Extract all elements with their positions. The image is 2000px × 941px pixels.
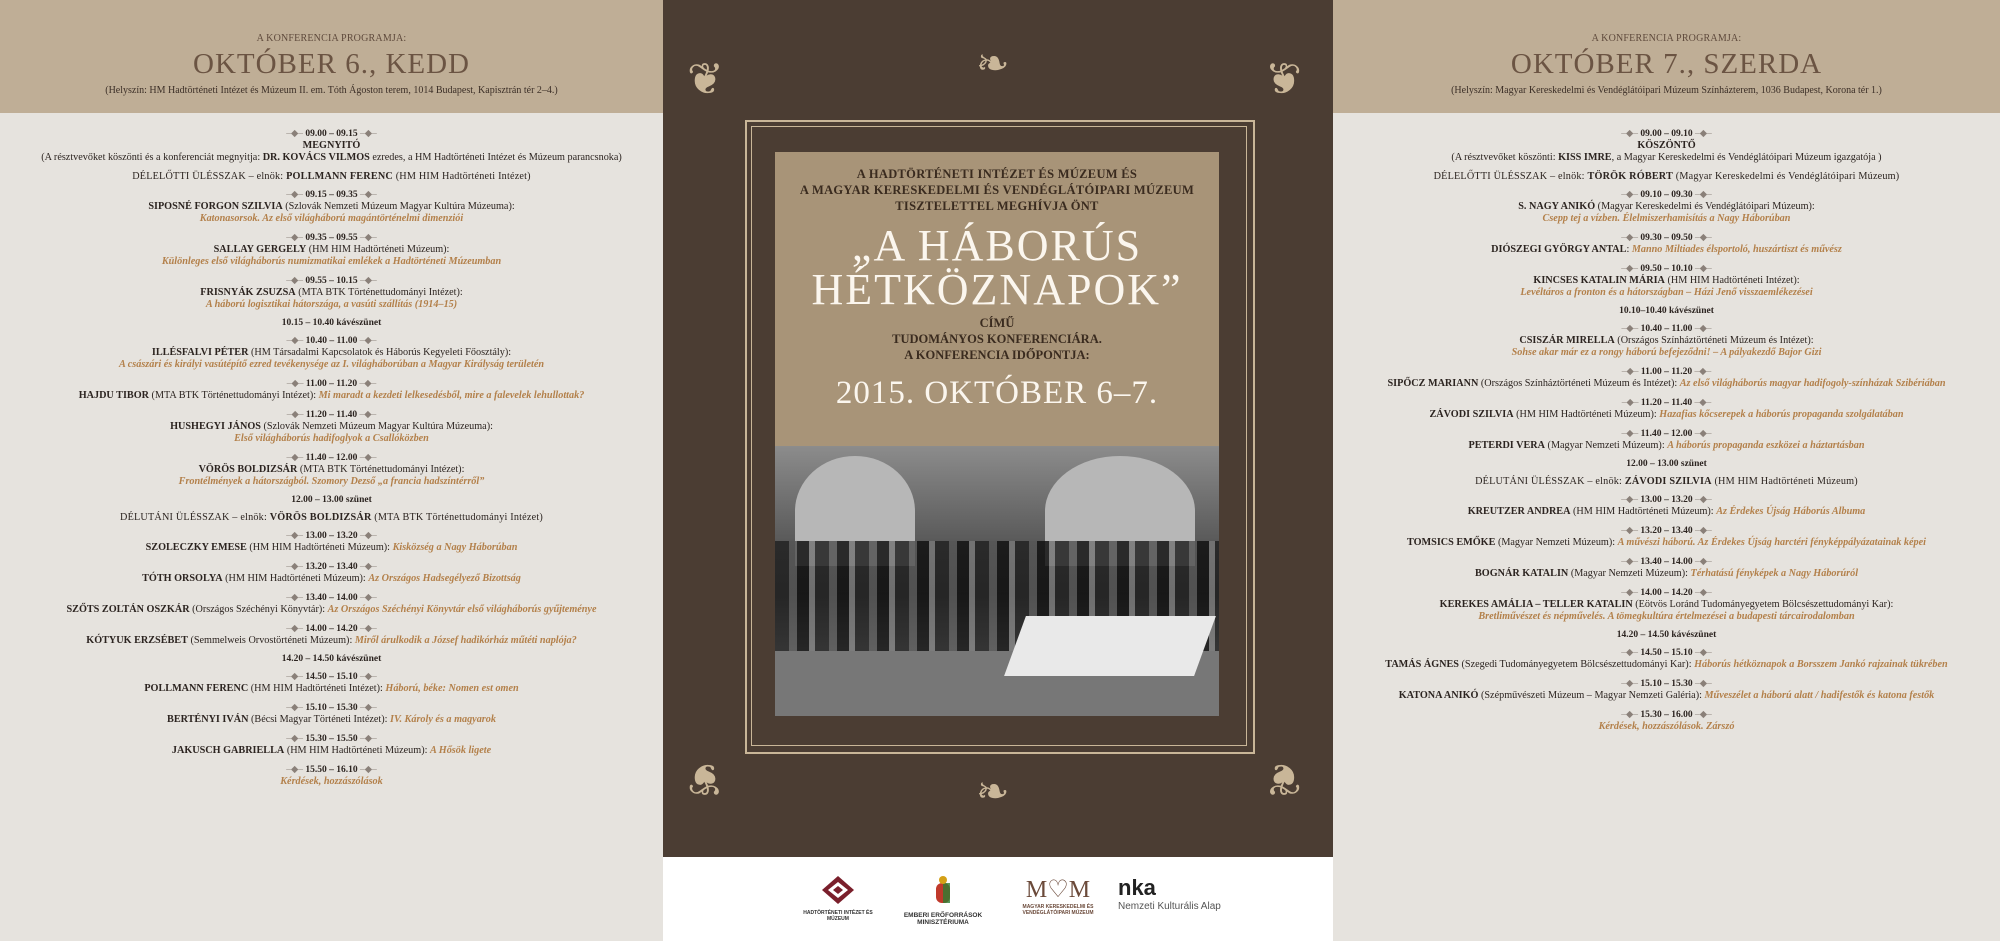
time-slot: –◆– 09.10 – 09.30 –◆– xyxy=(1333,189,2000,201)
break-item: 12.00 – 13.00 szünet xyxy=(1626,459,1707,469)
session-header xyxy=(0,171,663,182)
time-slot: –◆– 09.50 – 10.10 –◆– xyxy=(1333,263,2000,275)
opening-text-post: ezredes, a HM Hadtörténeti Intézet és Múzeum parancsnoka) xyxy=(369,152,622,163)
speaker-line xyxy=(0,244,663,256)
program-item xyxy=(0,189,663,225)
right-program-panel xyxy=(1333,0,2000,941)
speaker-line xyxy=(1333,335,2000,347)
session-chair: TÖRÖK RÓBERT xyxy=(1587,171,1674,182)
speaker-affiliation: (Szépművészeti Múzeum – Magyar Nemzeti Galéria): xyxy=(1478,690,1705,701)
speaker-affiliation: (HM HIM Hadtörténeti Intézet): xyxy=(1664,275,1800,286)
corner-ornament-bottom-left: ❦ xyxy=(687,754,724,803)
program-item xyxy=(0,671,663,695)
closing-item xyxy=(1333,709,2000,733)
nka-mark: nka xyxy=(1118,875,1156,900)
speaker-affiliation: (Szlovák Nemzeti Múzeum Magyar Kultúra Múzeuma): xyxy=(282,201,515,212)
center-invitation-panel xyxy=(663,0,1333,941)
sub-line-2: TUDOMÁNYOS KONFERENCIÁRA. xyxy=(892,332,1102,346)
speaker-name: KINCSES KATALIN MÁRIA xyxy=(1533,275,1665,286)
speaker-affiliation: (HM HIM Hadtörténeti Intézet): xyxy=(248,683,386,694)
speaker-line xyxy=(0,542,663,554)
talk-title: Az Országos Széchényi Könyvtár első világháborús gyűjteménye xyxy=(327,604,597,615)
talk-title: Miről árulkodik a József hadikórház műtéti naplója? xyxy=(354,635,577,646)
right-heading-small: A KONFERENCIA PROGRAMJA: xyxy=(1591,33,1742,44)
time-slot: –◆– 13.40 – 14.00 –◆– xyxy=(1333,556,2000,568)
speaker-affiliation: (HM Társadalmi Kapcsolatok és Háborús Kegyeleti Főosztály): xyxy=(248,347,512,358)
talk-title: Levéltáros a fronton és a hátországban – Házi Jenő visszaemlékezései xyxy=(1520,287,1813,298)
historical-photo xyxy=(775,446,1219,716)
session-chair: ZÁVODI SZILVIA xyxy=(1624,476,1712,487)
speaker-affiliation: (HM HIM Hadtörténeti Múzeum): xyxy=(222,573,369,584)
talk-title: Műveszélet a háború alatt / hadifestők és katona festők xyxy=(1704,690,1935,701)
session-label: DÉLELŐTTI ÜLÉSSZAK – elnök: xyxy=(1433,171,1588,182)
session-affiliation: (HM HIM Hadtörténeti Múzeum) xyxy=(1711,476,1858,487)
left-venue: (Helyszín: HM Hadtörténeti Intézet és Múzeum II. em. Tóth Ágoston terem, 1014 Budapest, Kapisztrán tér 2–4.) xyxy=(105,85,558,96)
time-slot: –◆– 14.00 – 14.20 –◆– xyxy=(1333,587,2000,599)
session-affiliation: (Magyar Kereskedelmi és Vendéglátóipari Múzeum) xyxy=(1673,171,1900,182)
speaker-affiliation: (Országos Széchényi Könyvtár): xyxy=(189,604,328,615)
program-item xyxy=(1333,678,2000,702)
session-chair: POLLMANN FERENC xyxy=(286,171,393,182)
time-slot: –◆– 13.00 – 13.20 –◆– xyxy=(1333,494,2000,506)
time-slot: –◆– 11.00 – 11.20 –◆– xyxy=(0,378,663,390)
talk-title: Az Országos Hadsegélyező Bizottság xyxy=(368,573,521,584)
right-schedule xyxy=(1333,113,2000,733)
left-schedule xyxy=(0,113,663,788)
break-item: 12.00 – 13.00 szünet xyxy=(291,495,372,505)
time-slot: –◆– 11.40 – 12.00 –◆– xyxy=(0,452,663,464)
speaker-name: SIPŐCZ MARIANN xyxy=(1387,378,1479,389)
time-slot: –◆– 11.00 – 11.20 –◆– xyxy=(1333,366,2000,378)
time-slot: –◆– 13.20 – 13.40 –◆– xyxy=(0,561,663,573)
time-slot: –◆– 15.30 – 16.00 –◆– xyxy=(1333,709,2000,721)
talk-title: Sohse akar már ez a rongy háború befejeződni! – A pályakezdő Bajor Gizi xyxy=(1511,347,1822,358)
left-heading-small: A KONFERENCIA PROGRAMJA: xyxy=(256,33,407,44)
session-header xyxy=(0,512,663,523)
speaker-line xyxy=(0,390,663,402)
time-slot: –◆– 09.35 – 09.55 –◆– xyxy=(0,232,663,244)
speaker-affiliation: (HM HIM Hadtörténeti Múzeum): xyxy=(1513,409,1660,420)
speaker-name: DIÓSZEGI GYÖRGY ANTAL xyxy=(1491,244,1627,255)
speaker-line xyxy=(1333,659,2000,671)
speaker-line xyxy=(0,635,663,647)
time-slot: –◆– 15.30 – 15.50 –◆– xyxy=(0,733,663,745)
speaker-line xyxy=(0,604,663,616)
speaker-name: TÓTH ORSOLYA xyxy=(142,573,223,584)
conference-title xyxy=(775,221,1219,314)
speaker-affiliation: (Magyar Nemzeti Múzeum): xyxy=(1545,440,1668,451)
opening-host: DR. KOVÁCS VILMOS xyxy=(262,152,370,163)
speaker-line xyxy=(0,347,663,359)
speaker-line xyxy=(1333,440,2000,452)
speaker-line xyxy=(1333,378,2000,390)
speaker-line xyxy=(1333,409,2000,421)
speaker-line xyxy=(0,745,663,757)
speaker-affiliation: (Szegedi Tudományegyetem Bölcsészettudományi Kar): xyxy=(1458,659,1695,670)
time-slot: –◆– 13.20 – 13.40 –◆– xyxy=(1333,525,2000,537)
speaker-affiliation: (Magyar Nemzeti Múzeum): xyxy=(1495,537,1618,548)
talk-title: Mi maradt a kezdeti lelkesedésből, mire a falevelek lehullottak? xyxy=(318,390,585,401)
opening-title: KÖSZÖNTŐ xyxy=(1637,140,1696,151)
speaker-line xyxy=(1333,568,2000,580)
speaker-line xyxy=(1333,506,2000,518)
time-slot: –◆– 09.00 – 09.10 –◆– xyxy=(1333,128,2000,140)
sub-line-1: CÍMŰ xyxy=(979,316,1015,330)
opening-item xyxy=(1333,128,2000,164)
time-slot: –◆– 10.40 – 11.00 –◆– xyxy=(1333,323,2000,335)
title-line-2: HÉTKÖZNAPOK” xyxy=(811,265,1183,314)
time-slot: –◆– 09.55 – 10.15 –◆– xyxy=(0,275,663,287)
program-item xyxy=(1333,263,2000,299)
speaker-affiliation: (Szlovák Nemzeti Múzeum Magyar Kultúra Múzeuma): xyxy=(260,421,493,432)
org-line-3: TISZTELETTEL MEGHÍVJA ÖNT xyxy=(895,199,1099,213)
speaker-line xyxy=(0,201,663,213)
program-item xyxy=(0,378,663,402)
speaker-line xyxy=(1333,690,2000,702)
speaker-affiliation: : xyxy=(1626,244,1632,255)
time-slot: –◆– 11.40 – 12.00 –◆– xyxy=(1333,428,2000,440)
time-slot: –◆– 15.50 – 16.10 –◆– xyxy=(0,764,663,776)
program-item xyxy=(0,592,663,616)
opening-item xyxy=(0,128,663,164)
program-item xyxy=(1333,428,2000,452)
nka-text: Nemzeti Kulturális Alap xyxy=(1118,901,1221,912)
speaker-name: POLLMANN FERENC xyxy=(144,683,249,694)
opening-text xyxy=(1333,152,2000,164)
speaker-line xyxy=(1333,201,2000,213)
time-slot: –◆– 10.40 – 11.00 –◆– xyxy=(0,335,663,347)
talk-title: Első világháborús hadifoglyok a Csallóközben xyxy=(234,433,429,444)
speaker-affiliation: (HM HIM Hadtörténeti Múzeum): xyxy=(1570,506,1717,517)
opening-text-pre: (A résztvevőket köszönti: xyxy=(1451,152,1559,163)
program-item xyxy=(0,623,663,647)
sponsor-logos xyxy=(663,857,1333,941)
program-item xyxy=(1333,232,2000,256)
mkvm-monogram-icon: M♡M xyxy=(1025,877,1091,903)
closing-title: Kérdések, hozzászólások. Zárszó xyxy=(1598,721,1735,732)
talk-title: Háborús hétköznapok a Borsszem Jankó rajzainak tükrében xyxy=(1694,659,1948,670)
program-item xyxy=(0,733,663,757)
speaker-name: TOMSICS EMŐKE xyxy=(1407,537,1496,548)
speaker-name: FRISNYÁK ZSUZSA xyxy=(200,287,296,298)
session-header xyxy=(1333,476,2000,487)
program-item xyxy=(0,530,663,554)
emmi-logo xyxy=(888,875,998,926)
opening-title: MEGNYITÓ xyxy=(302,140,361,151)
right-header xyxy=(1333,0,2000,113)
session-header xyxy=(1333,171,2000,182)
corner-ornament-top-right: ❦ xyxy=(1265,55,1302,104)
speaker-line xyxy=(0,573,663,585)
speaker-affiliation: (Magyar Nemzeti Múzeum): xyxy=(1568,568,1691,579)
him-emblem-icon xyxy=(821,875,855,905)
time-slot: –◆– 13.40 – 14.00 –◆– xyxy=(0,592,663,604)
talk-title: A császári és királyi vasútépítő ezred tevékenysége az I. világháborúban a Magyar Királyság területén xyxy=(118,359,545,370)
sub-line-3: A KONFERENCIA IDŐPONTJA: xyxy=(904,348,1090,362)
speaker-line xyxy=(1333,244,2000,256)
break-item: 14.20 – 14.50 kávészünet xyxy=(1616,630,1717,640)
opening-text xyxy=(0,152,663,164)
talk-title: Hazafias kőcserepek a háborús propaganda szolgálatában xyxy=(1659,409,1904,420)
title-line-1: „A HÁBORÚS xyxy=(851,221,1143,270)
time-slot: –◆– 14.00 – 14.20 –◆– xyxy=(0,623,663,635)
talk-title: A művészi háború. Az Érdekes Újság harctéri fényképpályázatainak képei xyxy=(1617,537,1926,548)
program-item xyxy=(1333,366,2000,390)
time-slot: –◆– 11.20 – 11.40 –◆– xyxy=(1333,397,2000,409)
speaker-affiliation: (HM HIM Hadtörténeti Múzeum): xyxy=(306,244,450,255)
program-item xyxy=(1333,323,2000,359)
program-item xyxy=(0,452,663,488)
speaker-affiliation: (HM HIM Hadtörténeti Múzeum): xyxy=(284,745,430,756)
speaker-affiliation: (Eötvös Loránd Tudományegyetem Bölcsészettudományi Kar): xyxy=(1632,599,1894,610)
closing-title: Kérdések, hozzászólások xyxy=(280,776,383,787)
speaker-affiliation: (Semmelweis Orvostörténeti Múzeum): xyxy=(187,635,355,646)
organizers xyxy=(775,166,1219,214)
program-item xyxy=(1333,587,2000,623)
program-item xyxy=(1333,189,2000,225)
program-item xyxy=(1333,494,2000,518)
left-header xyxy=(0,0,663,113)
invitation-box xyxy=(775,152,1219,446)
bottom-ornament: ❧ xyxy=(976,769,1010,814)
right-venue: (Helyszín: Magyar Kereskedelmi és Vendéglátóipari Múzeum Színházterem, 1036 Budapest, Korona tér 1.) xyxy=(1451,85,1882,96)
session-label: DÉLUTÁNI ÜLÉSSZAK – elnök: xyxy=(120,512,270,523)
time-slot: –◆– 15.10 – 15.30 –◆– xyxy=(0,702,663,714)
right-date: OKTÓBER 7., SZERDA xyxy=(1510,48,1823,80)
speaker-affiliation: (Bécsi Magyar Történeti Intézet): xyxy=(248,714,391,725)
speaker-name: VÖRÖS BOLDIZSÁR xyxy=(198,464,298,475)
time-slot: –◆– 09.30 – 09.50 –◆– xyxy=(1333,232,2000,244)
speaker-line xyxy=(0,287,663,299)
speaker-affiliation: (MTA BTK Történettudományi Intézet): xyxy=(149,390,319,401)
program-item xyxy=(0,702,663,726)
corner-ornament-top-left: ❦ xyxy=(687,55,724,104)
opening-host: KISS IMRE xyxy=(1558,152,1612,163)
talk-title: Frontélmények a hátországból. Szomory Dezső „a francia hadszíntérről” xyxy=(178,476,485,487)
speaker-affiliation: (MTA BTK Történettudományi Intézet): xyxy=(297,464,465,475)
speaker-name: HAJDU TIBOR xyxy=(78,390,149,401)
speaker-name: JAKUSCH GABRIELLA xyxy=(171,745,285,756)
speaker-name: KREUTZER ANDREA xyxy=(1467,506,1571,517)
session-affiliation: (HM HIM Hadtörténeti Intézet) xyxy=(392,171,531,182)
top-ornament: ❧ xyxy=(976,41,1010,86)
break-item: 10.15 – 10.40 kávészünet xyxy=(281,318,382,328)
opening-text-pre: (A résztvevőket köszönti és a konferenciát megnyitja: xyxy=(41,152,263,163)
speaker-name: SALLAY GERGELY xyxy=(213,244,307,255)
speaker-affiliation: (Magyar Kereskedelmi és Vendéglátóipari Múzeum): xyxy=(1595,201,1815,212)
speaker-affiliation: (HM HIM Hadtörténeti Múzeum): xyxy=(246,542,393,553)
program-item xyxy=(1333,556,2000,580)
time-slot: –◆– 14.50 – 15.10 –◆– xyxy=(1333,647,2000,659)
time-slot: –◆– 11.20 – 11.40 –◆– xyxy=(0,409,663,421)
break-item: 14.20 – 14.50 kávészünet xyxy=(281,654,382,664)
program-item xyxy=(0,561,663,585)
mkvm-logo xyxy=(1003,875,1113,916)
talk-title: Manno Miltiades élsportoló, huszártiszt és művész xyxy=(1631,244,1842,255)
program-item xyxy=(1333,525,2000,549)
speaker-name: ZÁVODI SZILVIA xyxy=(1429,409,1514,420)
speaker-line xyxy=(1333,537,2000,549)
speaker-name: BOGNÁR KATALIN xyxy=(1474,568,1569,579)
closing-item xyxy=(0,764,663,788)
coat-of-arms-icon xyxy=(932,875,954,907)
speaker-line xyxy=(1333,275,2000,287)
speaker-name: KATONA ANIKÓ xyxy=(1398,690,1479,701)
program-item xyxy=(1333,397,2000,421)
speaker-name: BERTÉNYI IVÁN xyxy=(167,714,249,725)
talk-title: Az Érdekes Újság Háborús Albuma xyxy=(1716,506,1866,517)
speaker-name: KÓTYUK ERZSÉBET xyxy=(86,635,188,646)
talk-title: Csepp tej a vízben. Élelmiszerhamisítás a Nagy Háborúban xyxy=(1542,213,1791,224)
speaker-affiliation: (Országos Színháztörténeti Múzeum és Intézet): xyxy=(1614,335,1814,346)
time-slot: –◆– 14.50 – 15.10 –◆– xyxy=(0,671,663,683)
talk-title: Térhatású fényképek a Nagy Háborúról xyxy=(1690,568,1859,579)
speaker-affiliation: (MTA BTK Történettudományi Intézet): xyxy=(295,287,463,298)
org-line-1: A HADTÖRTÉNETI INTÉZET ÉS MÚZEUM ÉS xyxy=(856,167,1138,181)
talk-title: Bretliművészet és népművelés. A tömegkultúra értelmezései a budapesti tárcairodalomban xyxy=(1478,611,1855,622)
program-item xyxy=(0,275,663,311)
opening-text-post: , a Magyar Kereskedelmi és Vendéglátóipari Múzeum igazgatója ) xyxy=(1611,152,1882,163)
talk-title: Az első világháborús magyar hadifogoly-színházak Szibériában xyxy=(1679,378,1946,389)
session-affiliation: (MTA BTK Történettudományi Intézet) xyxy=(371,512,543,523)
program-item xyxy=(0,409,663,445)
left-program-panel xyxy=(0,0,663,941)
org-line-2: A MAGYAR KERESKEDELMI ÉS VENDÉGLÁTÓIPARI MÚZEUM xyxy=(799,183,1195,197)
talk-title: IV. Károly és a magyarok xyxy=(390,714,496,725)
time-slot: –◆– 09.15 – 09.35 –◆– xyxy=(0,189,663,201)
session-chair: VÖRÖS BOLDIZSÁR xyxy=(269,512,372,523)
talk-title: Háború, béke: Nomen est omen xyxy=(385,683,519,694)
speaker-name: S. NAGY ANIKÓ xyxy=(1518,201,1596,212)
him-logo-text: HADTÖRTÉNETI INTÉZET ÉS MÚZEUM xyxy=(803,910,873,922)
talk-title: A háborús propaganda eszközei a háztartásban xyxy=(1667,440,1865,451)
corner-ornament-bottom-right: ❦ xyxy=(1265,754,1302,803)
speaker-name: SIPOSNÉ FORGON SZILVIA xyxy=(148,201,283,212)
speaker-name: ILLÉSFALVI PÉTER xyxy=(151,347,249,358)
speaker-name: KEREKES AMÁLIA – TELLER KATALIN xyxy=(1439,599,1633,610)
subtitle xyxy=(775,315,1219,363)
time-slot: –◆– 13.00 – 13.20 –◆– xyxy=(0,530,663,542)
program-item xyxy=(0,335,663,371)
program-item xyxy=(0,232,663,268)
speaker-name: SZŐTS ZOLTÁN OSZKÁR xyxy=(66,604,190,615)
conference-date: 2015. OKTÓBER 6–7. xyxy=(835,375,1159,411)
speaker-name: HUSHEGYI JÁNOS xyxy=(170,421,261,432)
speaker-name: PETERDI VERA xyxy=(1468,440,1545,451)
speaker-affiliation: (Országos Színháztörténeti Múzeum és Intézet): xyxy=(1478,378,1680,389)
session-label: DÉLELŐTTI ÜLÉSSZAK – elnök: xyxy=(132,171,287,182)
talk-title: A Hősök ligete xyxy=(429,745,492,756)
speaker-line xyxy=(0,464,663,476)
speaker-line xyxy=(1333,599,2000,611)
program-item xyxy=(1333,647,2000,671)
him-logo xyxy=(793,875,883,922)
speaker-line xyxy=(0,421,663,433)
photo-table xyxy=(1004,616,1216,676)
speaker-name: CSISZÁR MIRELLA xyxy=(1519,335,1615,346)
talk-title: Katonasorsok. Az első világháború magántörténelmi dimenziói xyxy=(199,213,464,224)
speaker-name: TAMÁS ÁGNES xyxy=(1385,659,1459,670)
time-slot: –◆– 15.10 – 15.30 –◆– xyxy=(1333,678,2000,690)
talk-title: Különleges első világháborús numizmatikai emlékek a Hadtörténeti Múzeumban xyxy=(161,256,502,267)
speaker-line xyxy=(0,683,663,695)
speaker-name: SZOLECZKY EMESE xyxy=(145,542,247,553)
talk-title: Kisközség a Nagy Háborúban xyxy=(392,542,518,553)
left-date: OKTÓBER 6., KEDD xyxy=(193,48,470,80)
talk-title: A háború logisztikai hátországa, a vasúti szállítás (1914–15) xyxy=(205,299,458,310)
time-slot: –◆– 09.00 – 09.15 –◆– xyxy=(0,128,663,140)
speaker-line xyxy=(0,714,663,726)
break-item: 10.10–10.40 kávészünet xyxy=(1619,306,1714,316)
emmi-logo-text: EMBERI ERŐFORRÁSOK MINISZTÉRIUMA xyxy=(903,912,983,926)
mkvm-logo-text: MAGYAR KERESKEDELMI ÉS VENDÉGLÁTÓIPARI MÚZEUM xyxy=(1022,904,1094,916)
nka-logo xyxy=(1118,875,1228,912)
session-label: DÉLUTÁNI ÜLÉSSZAK – elnök: xyxy=(1475,476,1625,487)
